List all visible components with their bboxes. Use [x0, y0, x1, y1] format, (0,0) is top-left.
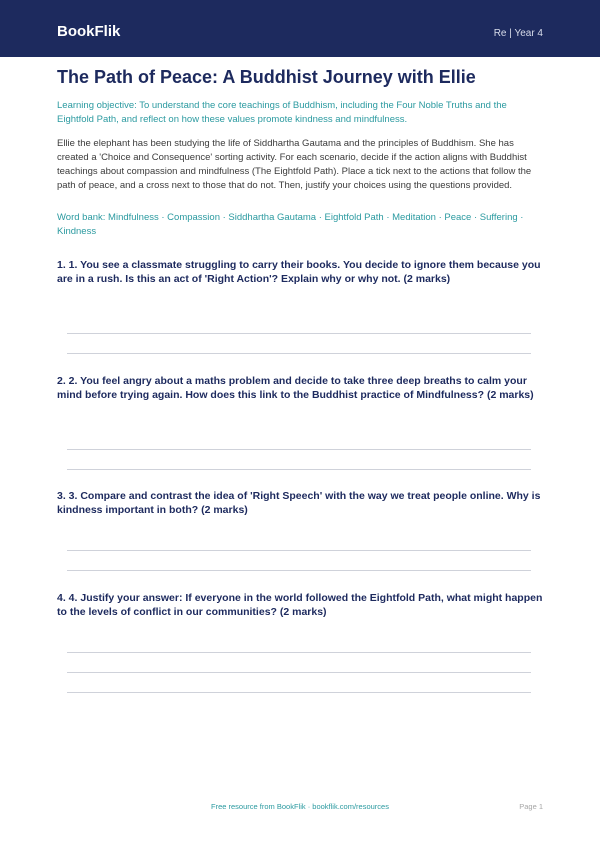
- brand-logo-text: BookFlik: [57, 23, 121, 40]
- question-4: [57, 591, 543, 619]
- page-title: The Path of Peace: A Buddhist Journey with Ellie: [57, 67, 476, 87]
- intro-paragraph: Ellie the elephant has been studying the life of Siddhartha Gautama and the principles of Buddhism. She has created a 'Choice and Consequence' sorting activity. For each scenario, decide if the action aligns with Buddhist teachings about compassion and mindfulness (The Eightfold Path). Place a tick next to the actions that follow the path of peace, and a cross next to those that do not. Then, justify your choices using the questions provided.: [57, 138, 532, 191]
- question-1-text: 1. 1. You see a classmate struggling to carry their books. You decide to ignore them because you are in a rush. Is this an act of 'Right Action'? Explain why or why not. (2 marks): [57, 259, 541, 285]
- question-1: [57, 258, 543, 286]
- answer-line[interactable]: [67, 449, 531, 450]
- subject-year-label: Re | Year 4: [493, 28, 543, 39]
- answer-line[interactable]: [67, 652, 531, 653]
- answer-line[interactable]: [67, 570, 531, 571]
- answer-line[interactable]: [67, 353, 531, 354]
- header-bar: [0, 0, 600, 57]
- word-bank: Word bank: Mindfulness · Compassion · Siddhartha Gautama · Eightfold Path · Meditation · Peace · Suffering · Kindness: [57, 212, 524, 237]
- answer-line[interactable]: [67, 550, 531, 551]
- question-3: [57, 489, 543, 517]
- answer-line[interactable]: [67, 333, 531, 334]
- question-4-text: 4. 4. Justify your answer: If everyone in the world followed the Eightfold Path, what might happen to the levels of conflict in our communities? (2 marks): [57, 592, 543, 618]
- answer-line[interactable]: [67, 672, 531, 673]
- answer-line[interactable]: [67, 469, 531, 470]
- page-number: Page 1: [519, 802, 543, 811]
- learning-objective: Learning objective: To understand the core teachings of Buddhism, including the Four Noble Truths and the Eightfold Path, and reflect on how these values promote kindness and mindfulness.: [57, 100, 507, 125]
- question-2-text: 2. 2. You feel angry about a maths problem and decide to take three deep breaths to calm your mind before trying again. How does this link to the Buddhist practice of Mindfulness? (2 marks): [57, 375, 534, 401]
- question-2: [57, 374, 543, 402]
- footer-link-text[interactable]: Free resource from BookFlik · bookflik.com/resources: [211, 802, 389, 811]
- answer-line[interactable]: [67, 692, 531, 693]
- question-3-text: 3. 3. Compare and contrast the idea of 'Right Speech' with the way we treat people online. Why is kindness important in both? (2 marks): [57, 490, 541, 516]
